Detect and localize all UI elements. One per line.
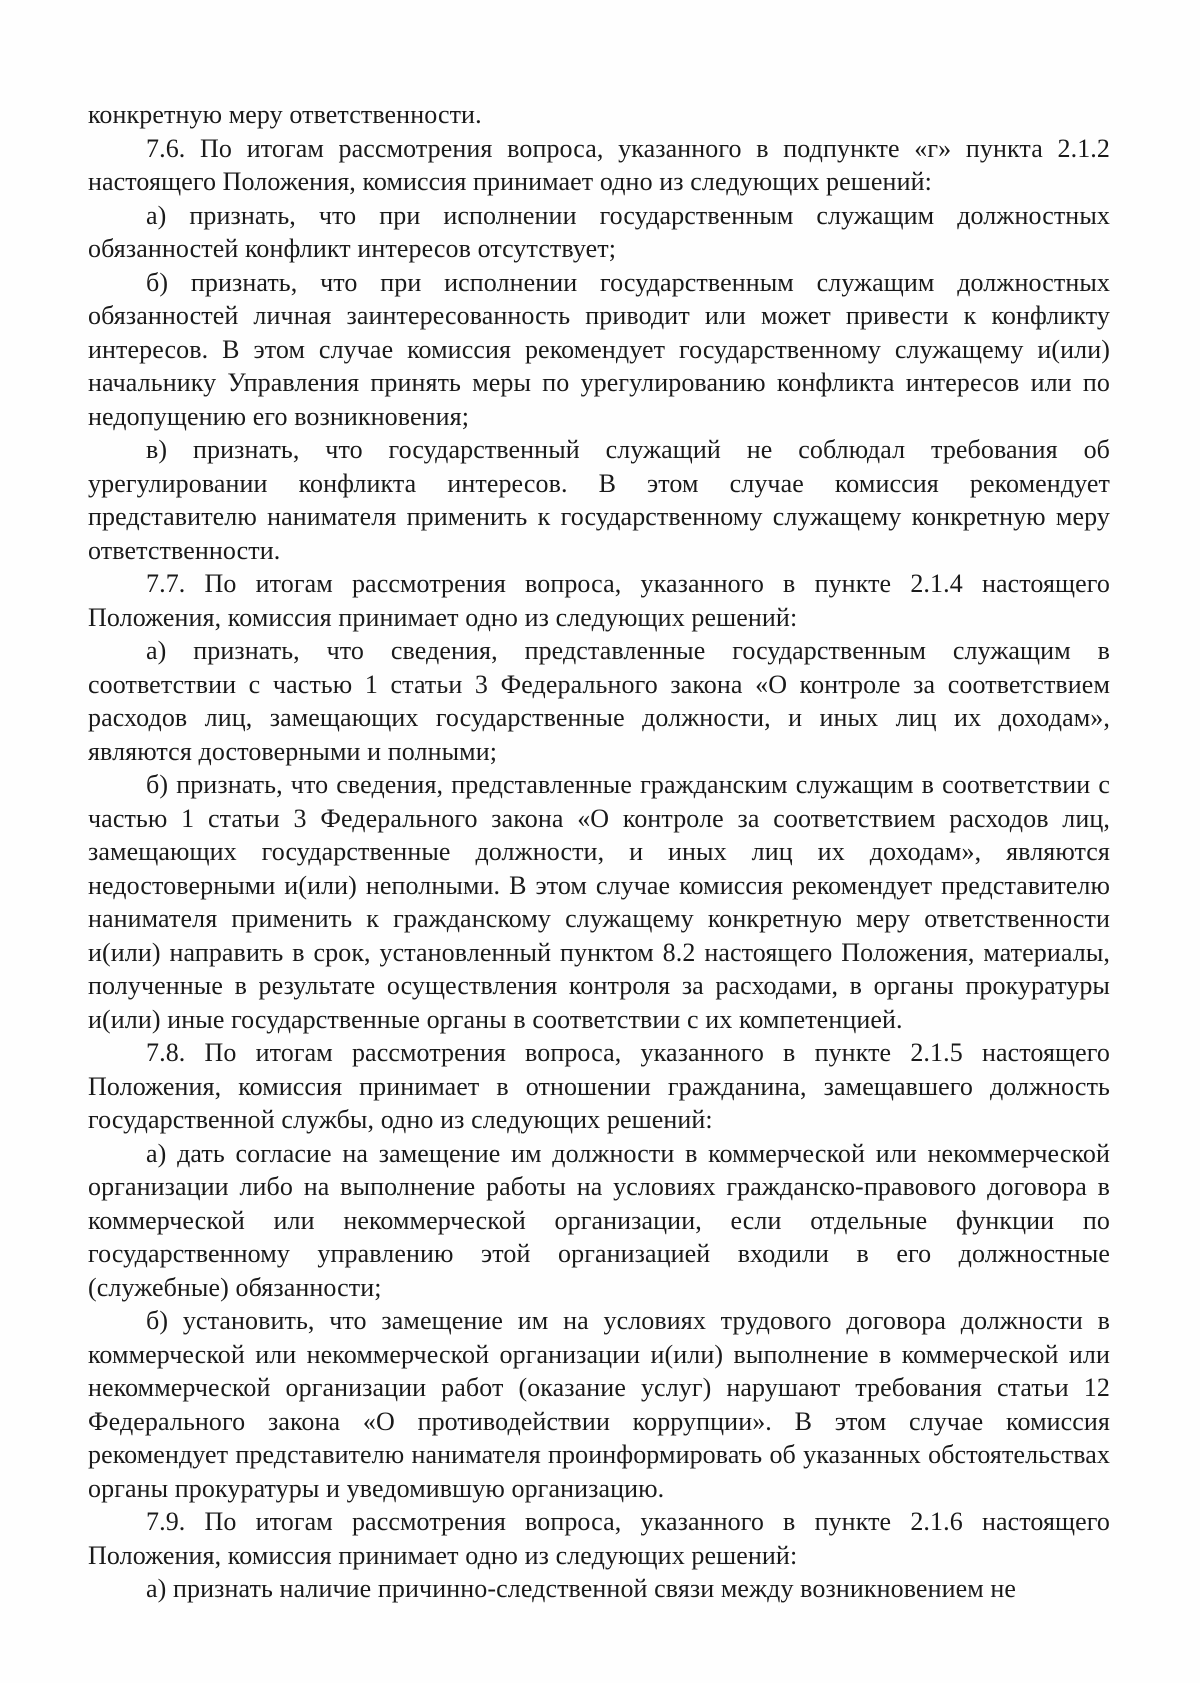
paragraph-p2: а) признать, что при исполнении государственным служащим должностных обязанностей конфликт интересов отсутствует;	[88, 200, 1110, 263]
paragraph-p6: а) признать, что сведения, представленные государственным служащим в соответствии с частью 1 статьи 3 Федерального закона «О контроле за соответствием расходов лиц, замещающих государственные должности, и иных лиц их доходам», являются достоверными и полными;	[88, 636, 1110, 766]
paragraph-p1: 7.6. По итогам рассмотрения вопроса, указанного в подпункте «г» пункта 2.1.2 настоящего Положения, комиссия принимает одно из следующих решений:	[88, 133, 1110, 196]
paragraph-p7: б) признать, что сведения, представленные гражданским служащим в соответствии с частью 1 статьи 3 Федерального закона «О контроле за соответствием расходов лиц, замещающих государственные должности, и иных лиц их доходам», являются недостоверными и(или) неполными. В этом случае комиссия рекомендует представителю нанимателя применить к гражданскому служащему конкретную меру ответственности и(или) направить в срок, установленный пунктом 8.2 настоящего Положения, материалы, полученные в результате осуществления контроля за расходами, в органы прокуратуры и(или) иные государственные органы в соответствии с их компетенцией.	[88, 770, 1110, 1034]
paragraph-p10: б) установить, что замещение им на условиях трудового договора должности в коммерческой или некоммерческой организации и(или) выполнение в коммерческой или некоммерческой организации работ (оказание услуг) нарушают требования статьи 12 Федерального закона «О противодействии коррупции». В этом случае комиссия рекомендует представителю нанимателя проинформировать об указанных обстоятельствах органы прокуратуры и уведомившую организацию.	[88, 1306, 1110, 1503]
paragraph-p12: а) признать наличие причинно-следственной связи между возникновением не	[146, 1574, 1017, 1603]
paragraph-p9: а) дать согласие на замещение им должности в коммерческой или некоммерческой организации либо на выполнение работы на условиях гражданско-правового договора в коммерческой или некоммерческой организации, если отдельные функции по государственному управлению этой организацией входили в его должностные (служебные) обязанности;	[88, 1138, 1110, 1302]
paragraph-p5: 7.7. По итогам рассмотрения вопроса, указанного в пункте 2.1.4 настоящего Положения, комиссия принимает одно из следующих решений:	[88, 569, 1110, 632]
paragraph-p11: 7.9. По итогам рассмотрения вопроса, указанного в пункте 2.1.6 настоящего Положения, комиссия принимает одно из следующих решений:	[88, 1507, 1110, 1570]
paragraph-p4: в) признать, что государственный служащий не соблюдал требования об урегулировании конфликта интересов. В этом случае комиссия рекомендует представителю нанимателя применить к государственному служащему конкретную меру ответственности.	[88, 435, 1110, 565]
paragraph-p3: б) признать, что при исполнении государственным служащим должностных обязанностей личная заинтересованность приводит или может привести к конфликту интересов. В этом случае комиссия рекомендует государственному служащему и(или) начальнику Управления принять меры по урегулированию конфликта интересов или по недопущению его возникновения;	[88, 267, 1110, 431]
document-body	[88, 98, 1110, 1606]
paragraph-p0: конкретную меру ответственности.	[88, 100, 482, 129]
paragraph-p8: 7.8. По итогам рассмотрения вопроса, указанного в пункте 2.1.5 настоящего Положения, комиссия принимает в отношении гражданина, замещавшего должность государственной службы, одно из следующих решений:	[88, 1038, 1110, 1134]
